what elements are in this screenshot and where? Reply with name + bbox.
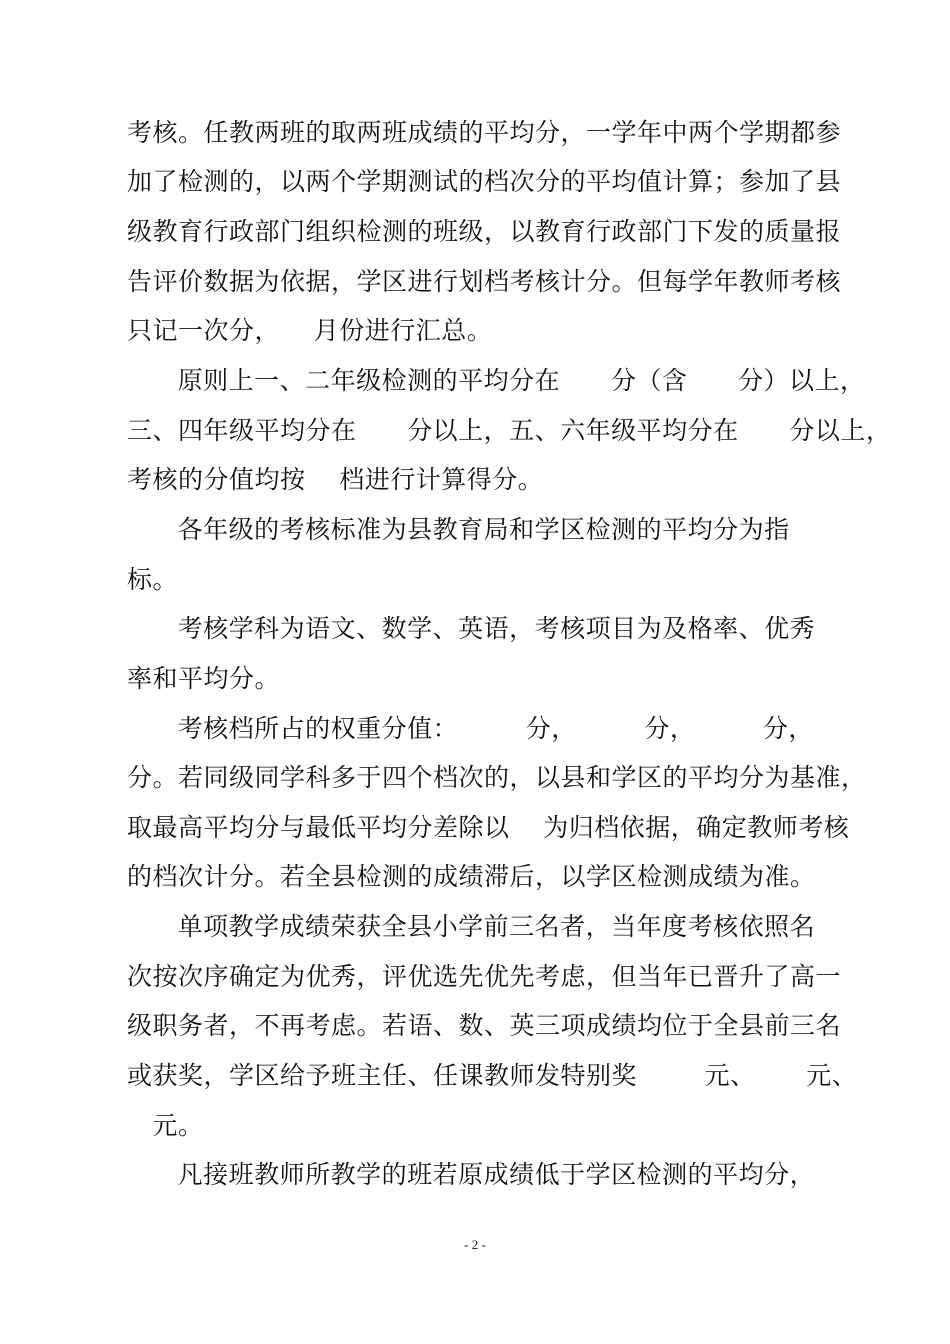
text-line: 凡接班教师所教学的班若原成绩低于学区检测的平均分， bbox=[127, 1160, 816, 1189]
page-number: - 2 - bbox=[464, 1237, 486, 1252]
text-line: 或获奖，学区给予班主任、任课教师发特别奖 元、 元、 bbox=[127, 1061, 858, 1090]
text-line: 考核的分值均按 档进行计算得分。 bbox=[127, 465, 544, 494]
text-line: 考核档所占的权重分值： 分， 分， 分， bbox=[127, 714, 814, 743]
text-line: 元。 bbox=[127, 1111, 204, 1140]
text-line: 加了检测的，以两个学期测试的档次分的平均值计算；参加了县 bbox=[127, 167, 842, 196]
text-line: 率和平均分。 bbox=[127, 664, 281, 693]
text-line: 考核学科为语文、数学、英语，考核项目为及格率、优秀 bbox=[127, 614, 816, 643]
text-line: 只记一次分， 月份进行汇总。 bbox=[127, 316, 493, 345]
text-line: 考核。任教两班的取两班成绩的平均分，一学年中两个学期都参 bbox=[127, 118, 842, 147]
text-line: 级职务者，不再考虑。若语、数、英三项成绩均位于全县前三名 bbox=[127, 1011, 842, 1040]
text-line: 原则上一、二年级检测的平均分在 分（含 分）以上， bbox=[127, 366, 866, 395]
text-line: 三、四年级平均分在 分以上，五、六年级平均分在 分以上， bbox=[127, 416, 892, 445]
text-line: 的档次计分。若全县检测的成绩滞后，以学区检测成绩为准。 bbox=[127, 862, 816, 891]
text-line: 单项教学成绩荣获全县小学前三名者，当年度考核依照名 bbox=[127, 912, 816, 941]
text-line: 次按次序确定为优秀，评优选先优先考虑，但当年已晋升了高一 bbox=[127, 962, 842, 991]
text-line: 各年级的考核标准为县教育局和学区检测的平均分为指 bbox=[127, 515, 790, 544]
text-line: 取最高平均分与最低平均分差除以 为归档依据，确定教师考核 bbox=[127, 813, 850, 842]
text-line: 级教育行政部门组织检测的班级，以教育行政部门下发的质量报 bbox=[127, 217, 842, 246]
text-line: 告评价数据为依据，学区进行划档考核计分。但每学年教师考核 bbox=[127, 267, 842, 296]
text-line: 分。若同级同学科多于四个档次的，以县和学区的平均分为基准， bbox=[127, 763, 867, 792]
text-line: 标。 bbox=[127, 565, 179, 594]
